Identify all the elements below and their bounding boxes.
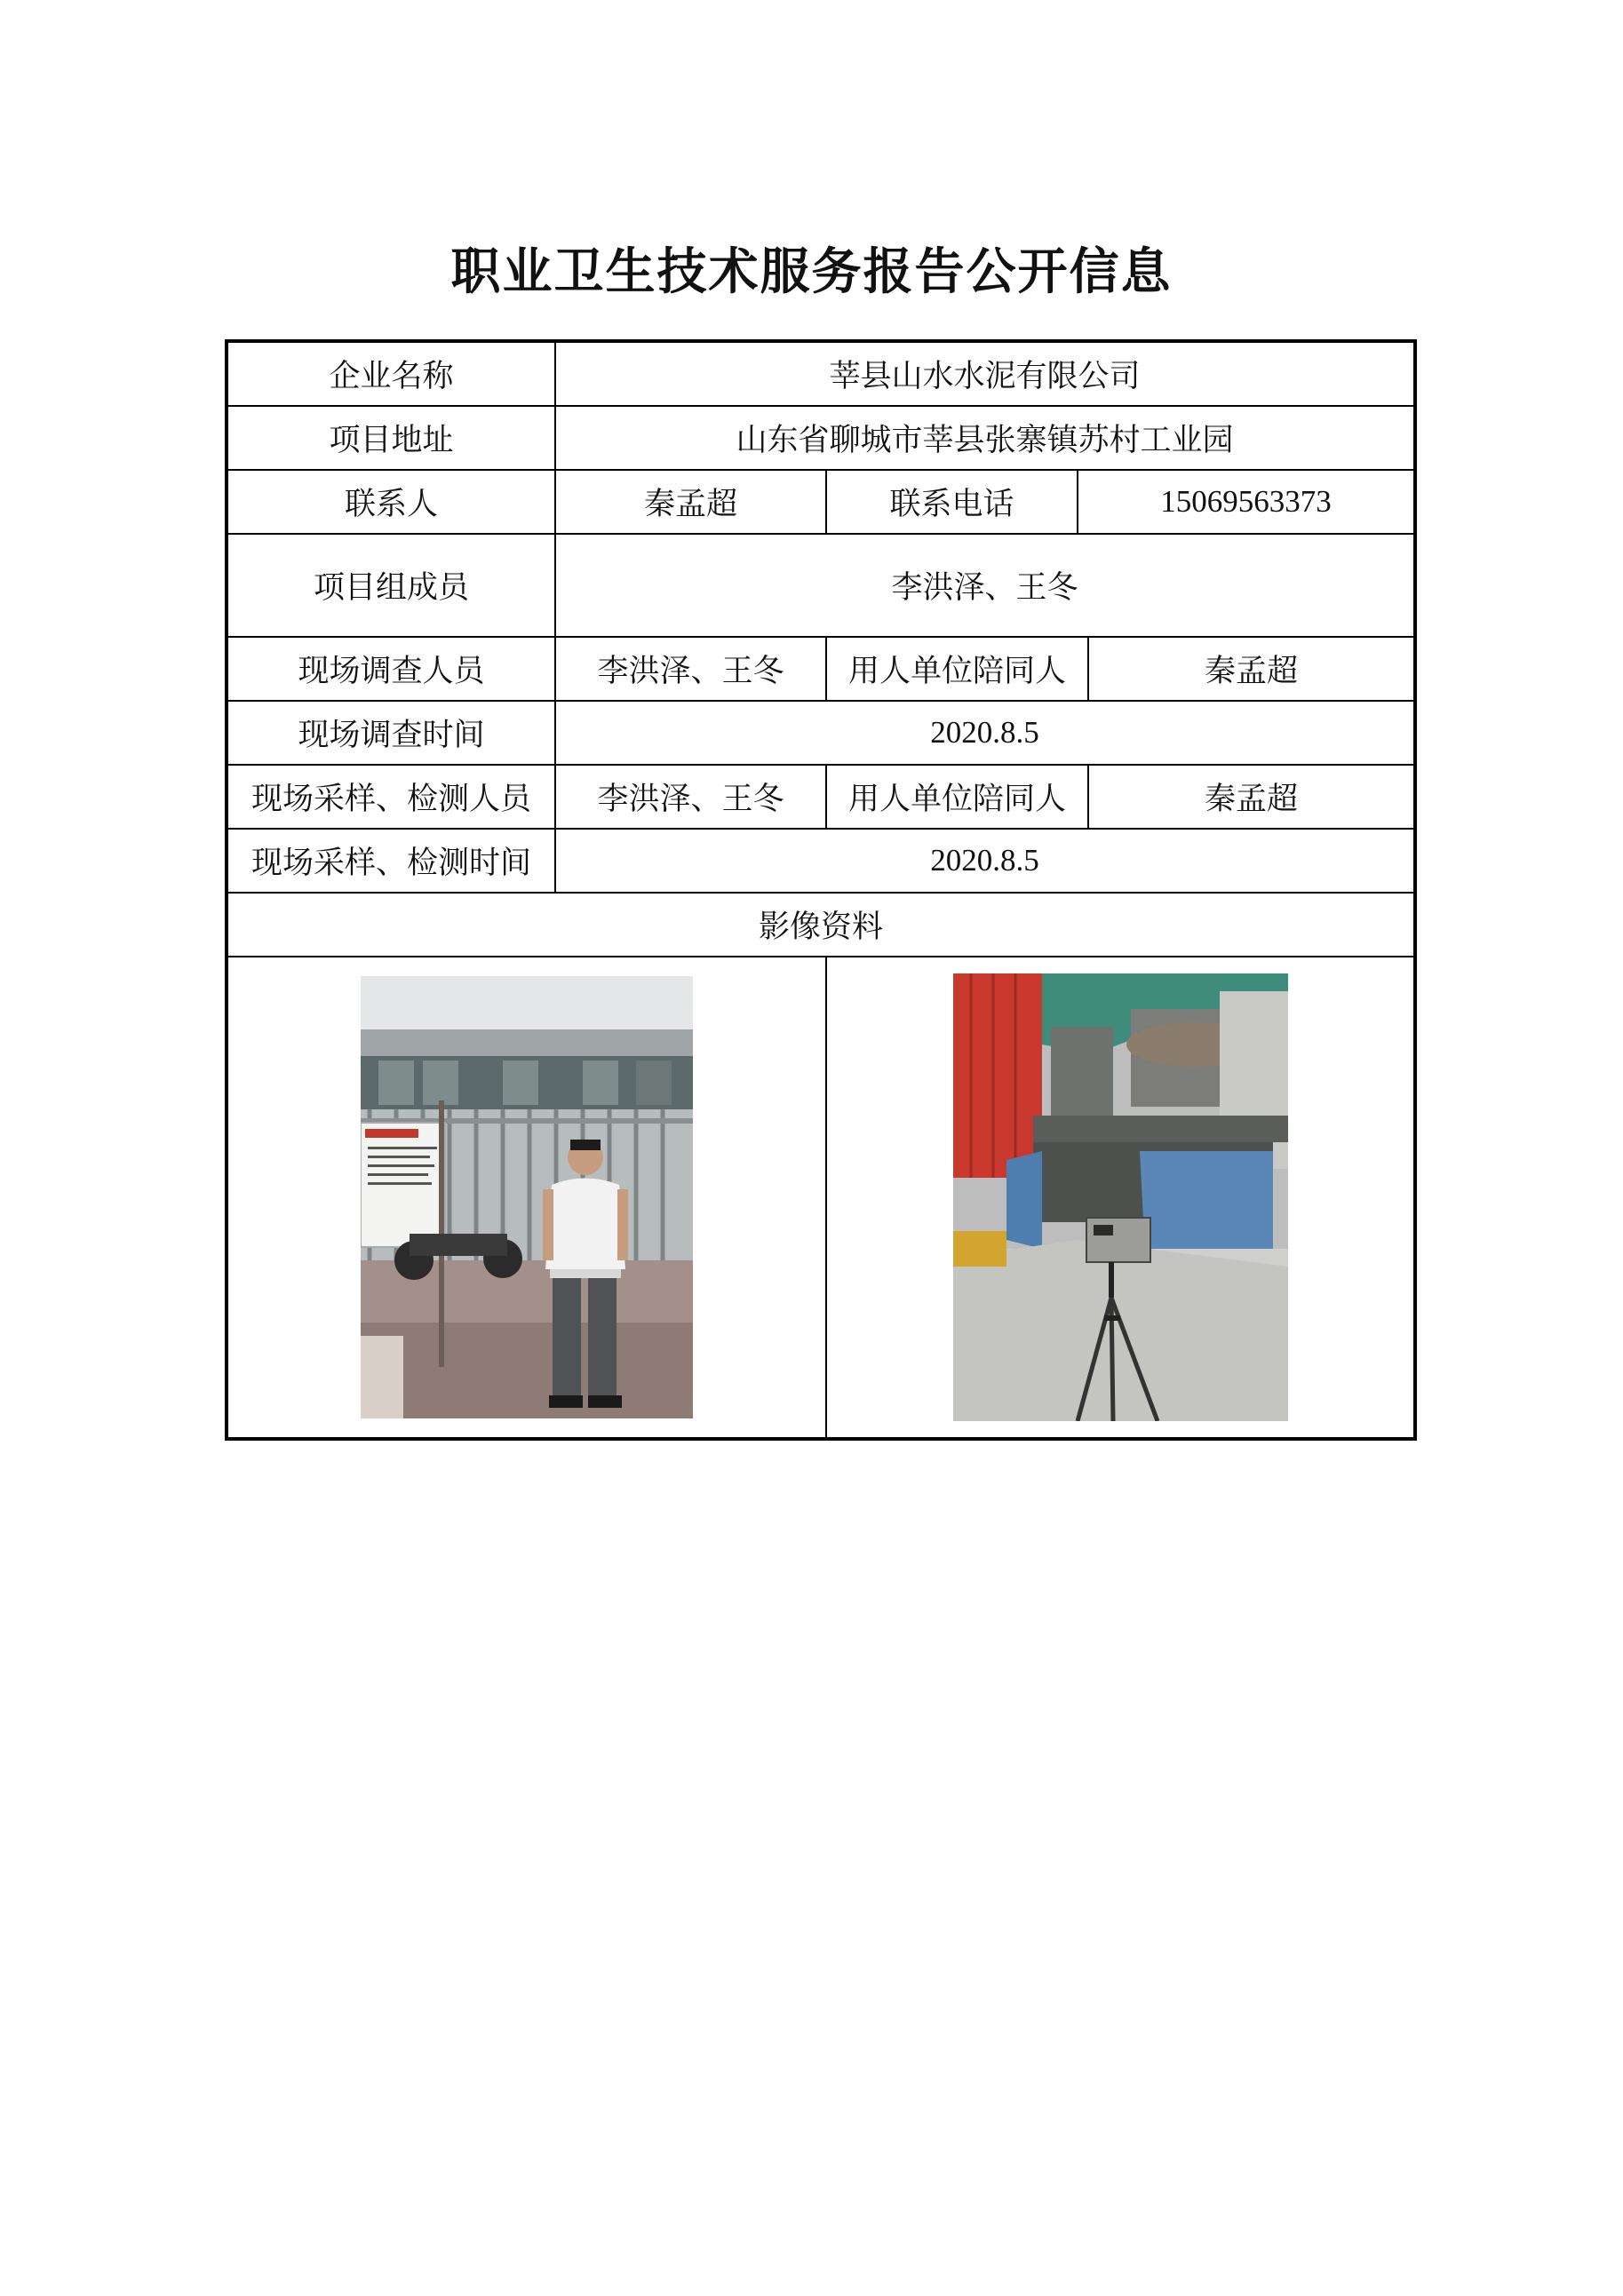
company-label: 企业名称 (227, 341, 555, 406)
sampling-staff-label: 现场采样、检测人员 (227, 765, 555, 829)
survey-staff-value: 李洪泽、王冬 (555, 637, 826, 701)
survey-time-label: 现场调查时间 (227, 701, 555, 765)
sampling-escort-label: 用人单位陪同人 (826, 765, 1088, 829)
address-value: 山东省聊城市莘县张寨镇苏村工业园 (555, 406, 1415, 470)
row-sampling-staff (227, 765, 1415, 829)
page-title: 职业卫生技术服务报告公开信息 (450, 243, 1173, 301)
noise-meter-image (953, 973, 1288, 1421)
survey-escort-label: 用人单位陪同人 (826, 637, 1088, 701)
sampling-time-value: 2020.8.5 (555, 829, 1415, 893)
survey-escort-value: 秦孟超 (1088, 637, 1415, 701)
photo-cell-left (227, 957, 826, 1439)
contact-value: 秦孟超 (555, 470, 826, 534)
person-at-gate-image (361, 976, 693, 1418)
company-value: 莘县山水水泥有限公司 (555, 341, 1415, 406)
sampling-staff-value: 李洪泽、王冬 (555, 765, 826, 829)
sampling-time-label: 现场采样、检测时间 (227, 829, 555, 893)
row-team (227, 534, 1415, 637)
phone-label: 联系电话 (826, 470, 1078, 534)
team-value: 李洪泽、王冬 (555, 534, 1415, 637)
contact-label: 联系人 (227, 470, 555, 534)
address-label: 项目地址 (227, 406, 555, 470)
row-images-header (227, 893, 1415, 957)
survey-staff-label: 现场调查人员 (227, 637, 555, 701)
phone-value: 15069563373 (1078, 470, 1415, 534)
row-photos (227, 957, 1415, 1439)
sampling-escort-value: 秦孟超 (1088, 765, 1415, 829)
team-label: 项目组成员 (227, 534, 555, 637)
row-survey-staff (227, 637, 1415, 701)
photo-cell-right (826, 957, 1415, 1439)
survey-time-value: 2020.8.5 (555, 701, 1415, 765)
row-sampling-time (227, 829, 1415, 893)
info-table (225, 339, 1417, 1441)
row-survey-time (227, 701, 1415, 765)
images-label: 影像资料 (227, 893, 1415, 957)
row-contact (227, 470, 1415, 534)
row-company (227, 341, 1415, 406)
row-address (227, 406, 1415, 470)
photo-noise-meter-at-crusher (953, 973, 1288, 1421)
photo-person-at-factory-gate (361, 976, 693, 1418)
